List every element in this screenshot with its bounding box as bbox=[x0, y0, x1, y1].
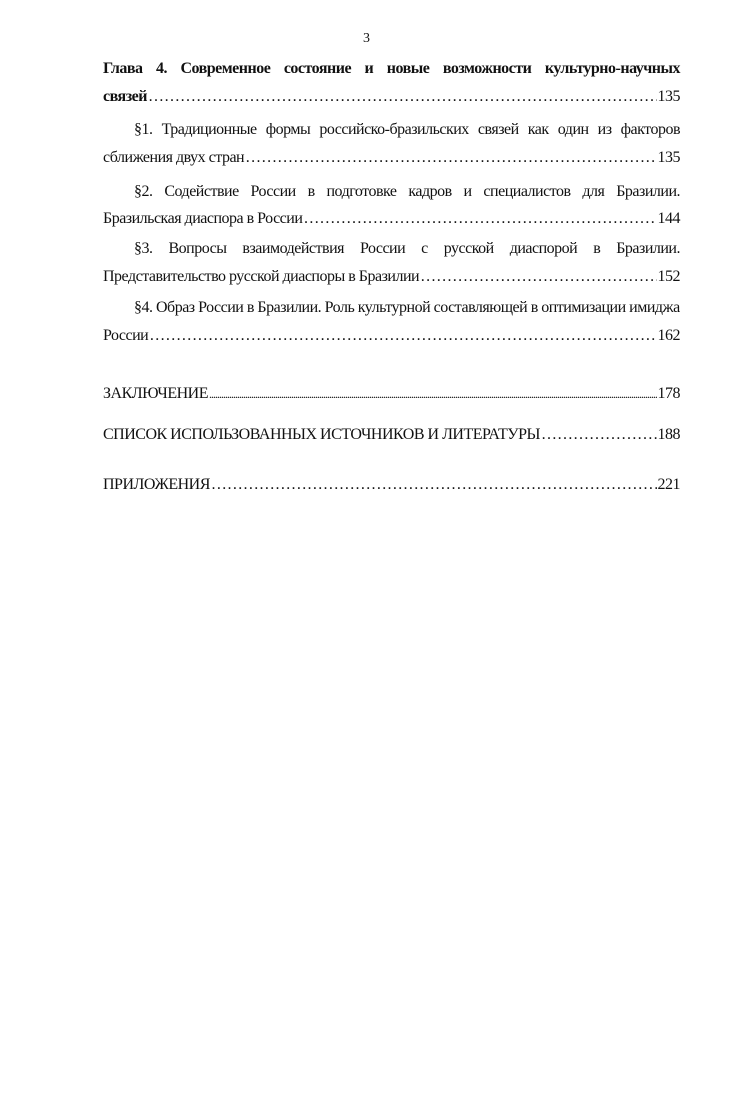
section3-line2: Представительство русской диаспоры в Бразилии bbox=[103, 268, 420, 285]
section4-line1: §4. Образ России в Бразилии. Роль культурной составляющей в оптимизации имиджа bbox=[134, 299, 680, 316]
dot-leader bbox=[541, 424, 657, 446]
section2-line1: §2. Содействие России в подготовке кадров и специалистов для Бразилии. bbox=[134, 183, 680, 200]
chapter4-title-line1: Глава 4. Современное состояние и новые возможности культурно-научных bbox=[103, 60, 680, 77]
section1-entry[interactable] bbox=[103, 147, 680, 169]
dot-leader bbox=[148, 86, 657, 108]
appendices-page: 221 bbox=[657, 476, 680, 493]
section1-line1: §1. Традиционные формы российско-бразильских связей как один из факторов bbox=[134, 121, 680, 138]
section4-entry[interactable] bbox=[103, 325, 680, 347]
section3-page: 152 bbox=[657, 268, 680, 285]
section1-page: 135 bbox=[657, 149, 680, 166]
page-number: 3 bbox=[363, 31, 370, 46]
dot-leader bbox=[303, 208, 656, 230]
section2-entry[interactable] bbox=[103, 208, 680, 230]
chapter4-page: 135 bbox=[657, 88, 680, 105]
dot-leader bbox=[209, 383, 657, 405]
dot-leader bbox=[420, 266, 656, 288]
section4-page: 162 bbox=[657, 327, 680, 344]
conclusion-entry[interactable] bbox=[103, 383, 680, 405]
chapter4-title-line2: связей bbox=[103, 88, 147, 105]
references-entry[interactable] bbox=[103, 424, 680, 446]
references-page: 188 bbox=[657, 426, 680, 443]
section2-page: 144 bbox=[657, 210, 680, 227]
appendices-title: ПРИЛОЖЕНИЯ bbox=[103, 476, 210, 493]
section4-line2: России bbox=[103, 327, 149, 344]
section1-line2: сближения двух стран bbox=[103, 149, 245, 166]
conclusion-page: 178 bbox=[657, 385, 680, 402]
conclusion-title: ЗАКЛЮЧЕНИЕ bbox=[103, 385, 208, 402]
dot-leader bbox=[149, 325, 656, 347]
dot-leader bbox=[245, 147, 656, 169]
section3-entry[interactable] bbox=[103, 266, 680, 288]
section2-line2: Бразильская диаспора в России bbox=[103, 210, 303, 227]
references-title: СПИСОК ИСПОЛЬЗОВАННЫХ ИСТОЧНИКОВ И ЛИТЕРАТУРЫ bbox=[103, 426, 540, 443]
dot-leader bbox=[211, 474, 657, 496]
chapter4-entry[interactable] bbox=[103, 86, 680, 108]
appendices-entry[interactable] bbox=[103, 474, 680, 496]
section3-line1: §3. Вопросы взаимодействия России с русской диаспорой в Бразилии. bbox=[134, 240, 680, 257]
